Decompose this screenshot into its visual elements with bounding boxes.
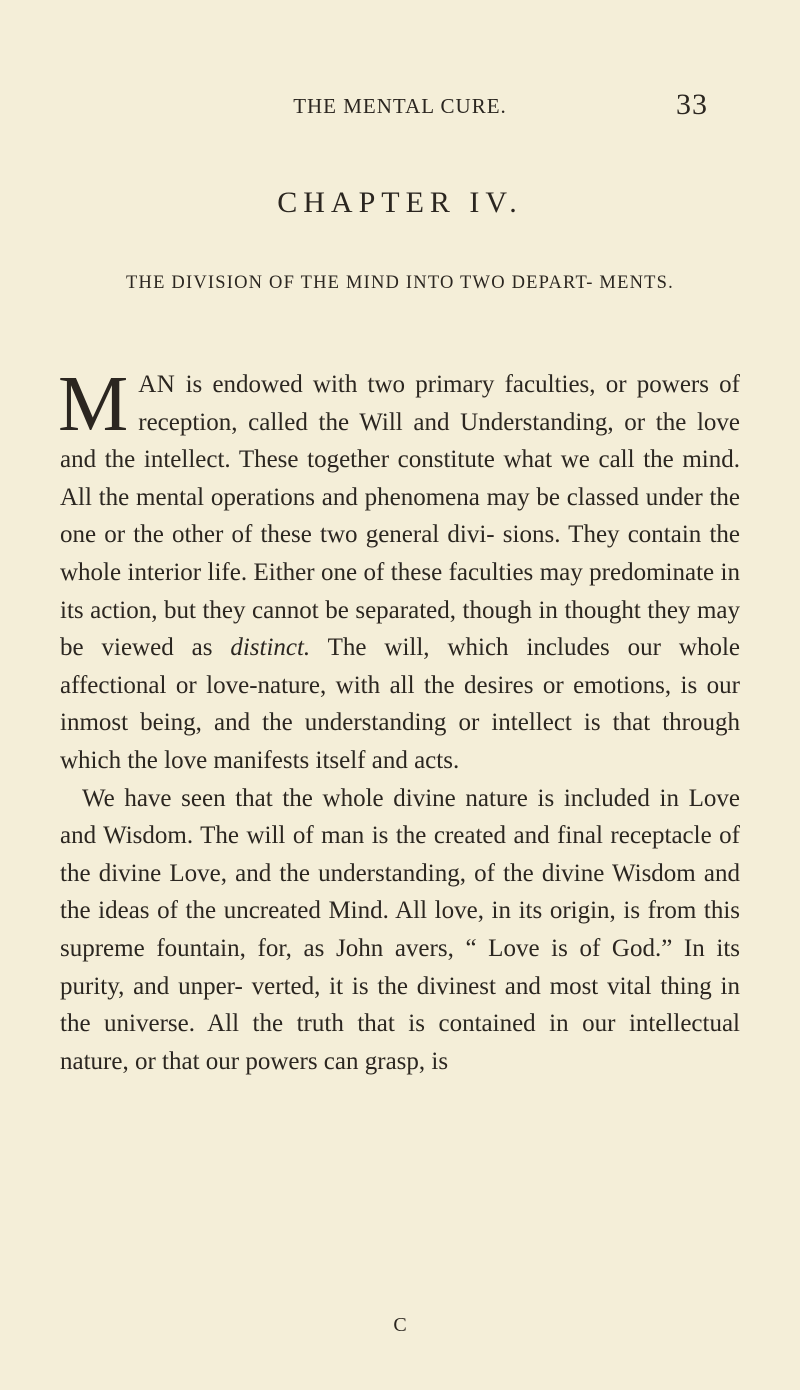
page-number: 33: [676, 88, 708, 121]
body-text: [58, 361, 740, 1080]
paragraph-1-end: The will, which includes our whole affectional or love-nature, with all the desires or emotions, is our inmost being, and the understanding or intellect is that through which the love manifests itself and acts.: [60, 634, 740, 774]
drop-cap: M: [58, 361, 129, 448]
running-head: [0, 88, 800, 128]
italic-word: distinct.: [230, 634, 311, 662]
first-word-rest: AN: [138, 371, 176, 398]
chapter-title: CHAPTER IV.: [277, 186, 523, 219]
running-title: THE MENTAL CURE.: [293, 94, 507, 118]
signature-mark: C: [393, 1314, 407, 1336]
chapter-subtitle: THE DIVISION OF THE MIND INTO TWO DEPART- MENTS.: [126, 273, 674, 293]
paragraph-2: We have seen that the whole divine nature is included in Love and Wisdom. The will of man is the created and final receptacle of the divine Love, and the understanding, of the divine Wisdom and the ideas of the uncreated Mind. All love, in its origin, is from this supreme fountain, for, as John avers, “ Love is of God.” In its purity, and unper- verted, it is the divinest and most vital thing in the universe. All the truth that is contained in our intellectual nature, or that our powers can grasp, is: [60, 784, 740, 1075]
paragraph-1-text: is endowed with two primary faculties, or powers of reception, called the Will and Understanding, or the love and the intellect. These together constitute what we call the mind. All the mental operations and phenomena may be classed under the one or the other of these two general divi- sions. They contain the whole interior life. Either one of these faculties may predominate in its action, but they cannot be separated, though in thought they may be viewed as: [60, 371, 740, 662]
paragraph-1: [58, 361, 740, 780]
